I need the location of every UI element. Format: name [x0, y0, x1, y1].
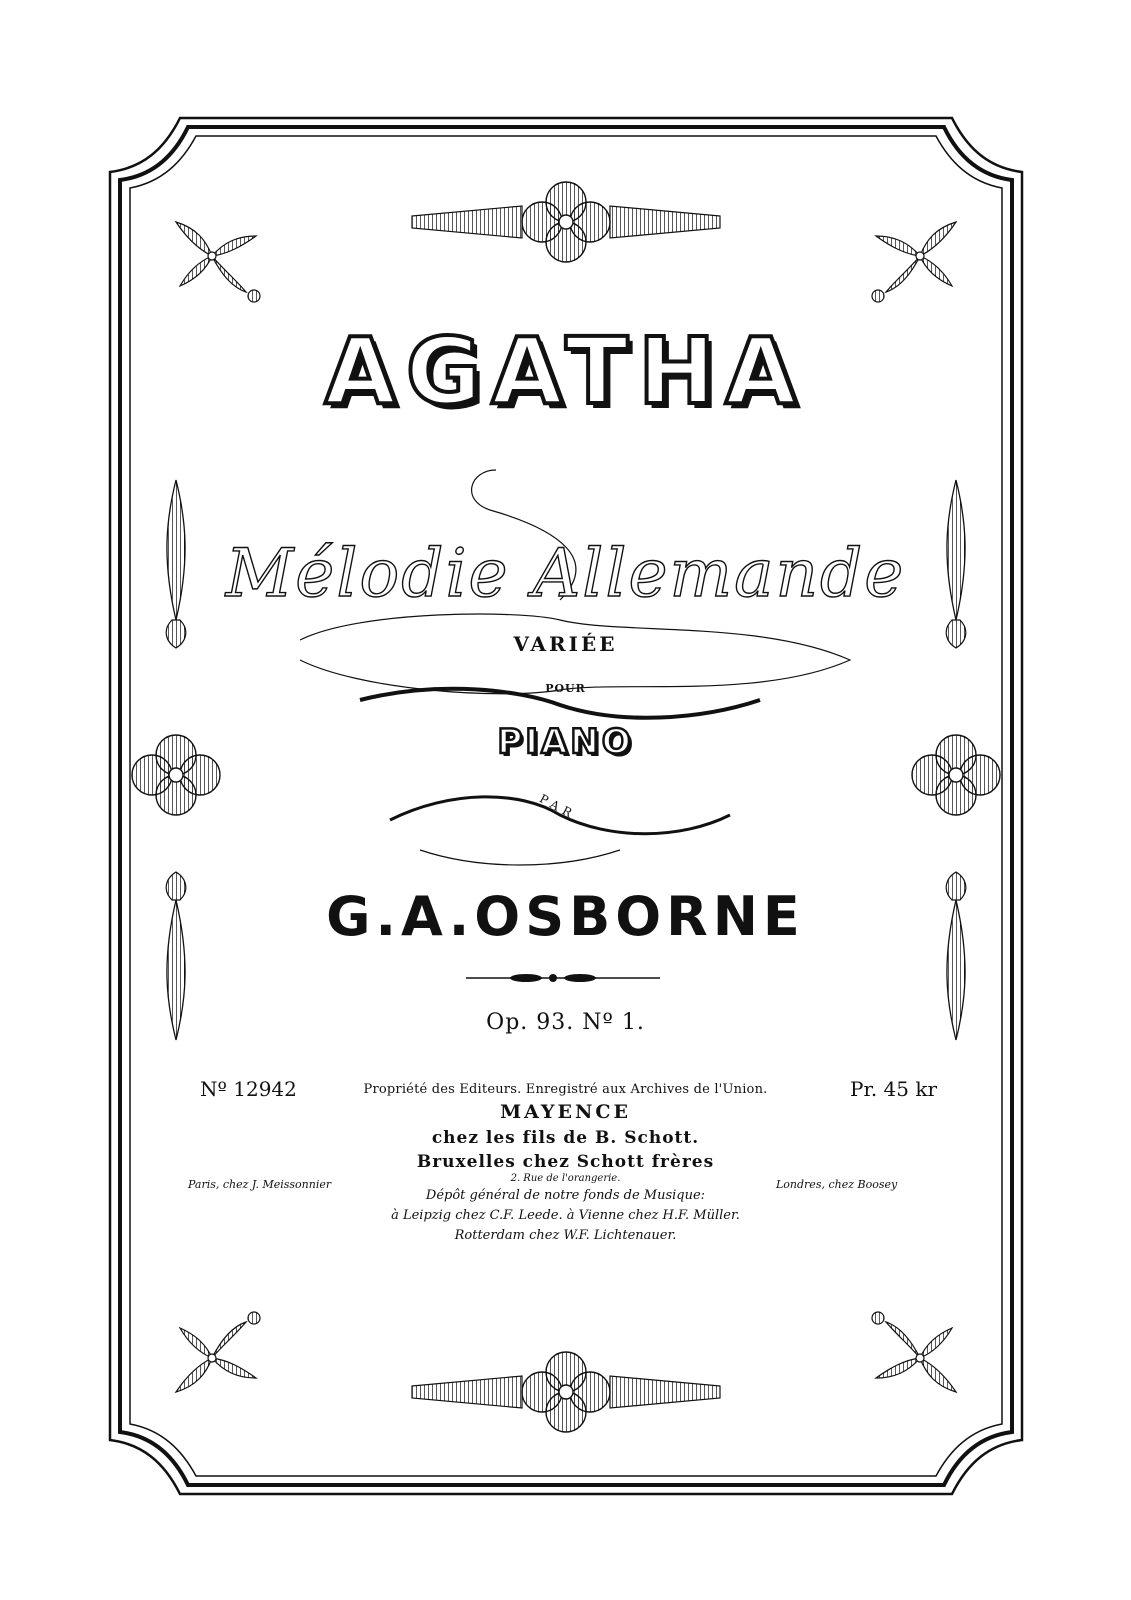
opus-number: Op. 93. Nº 1. — [486, 1010, 645, 1035]
composer-name: G.A.OSBORNE — [326, 885, 805, 948]
pour-label: POUR — [545, 682, 586, 695]
instrument: PIANO — [497, 722, 634, 762]
plate-number: Nº 12942 — [200, 1077, 297, 1101]
par-label: PAR — [537, 791, 579, 823]
leipzig-vienna-agents: à Leipzig chez C.F. Leede. à Vienne chez H.F. Müller. — [391, 1208, 740, 1223]
depot-notice: Dépôt général de notre fonds de Musique: — [425, 1188, 706, 1203]
brussels-address: 2. Rue de l'orangerie. — [510, 1173, 621, 1184]
property-notice: Propriété des Editeurs. Enregistré aux Archives de l'Union. — [363, 1082, 768, 1097]
subtitle: Mélodie Allemande — [225, 535, 906, 612]
rotterdam-agent: Rotterdam chez W.F. Lichtenauer. — [454, 1228, 677, 1243]
price: Pr. 45 kr — [850, 1077, 938, 1101]
london-agent: Londres, chez Boosey — [776, 1178, 898, 1191]
publisher-city: MAYENCE — [500, 1101, 631, 1123]
variee-label: VARIÉE — [513, 632, 618, 656]
publisher-firm: chez les fils de B. Schott. — [431, 1128, 700, 1148]
brussels-branch: Bruxelles chez Schott frères — [416, 1152, 715, 1172]
work-title: AGATHA — [324, 318, 807, 425]
paris-agent: Paris, chez J. Meissonnier — [188, 1178, 332, 1191]
